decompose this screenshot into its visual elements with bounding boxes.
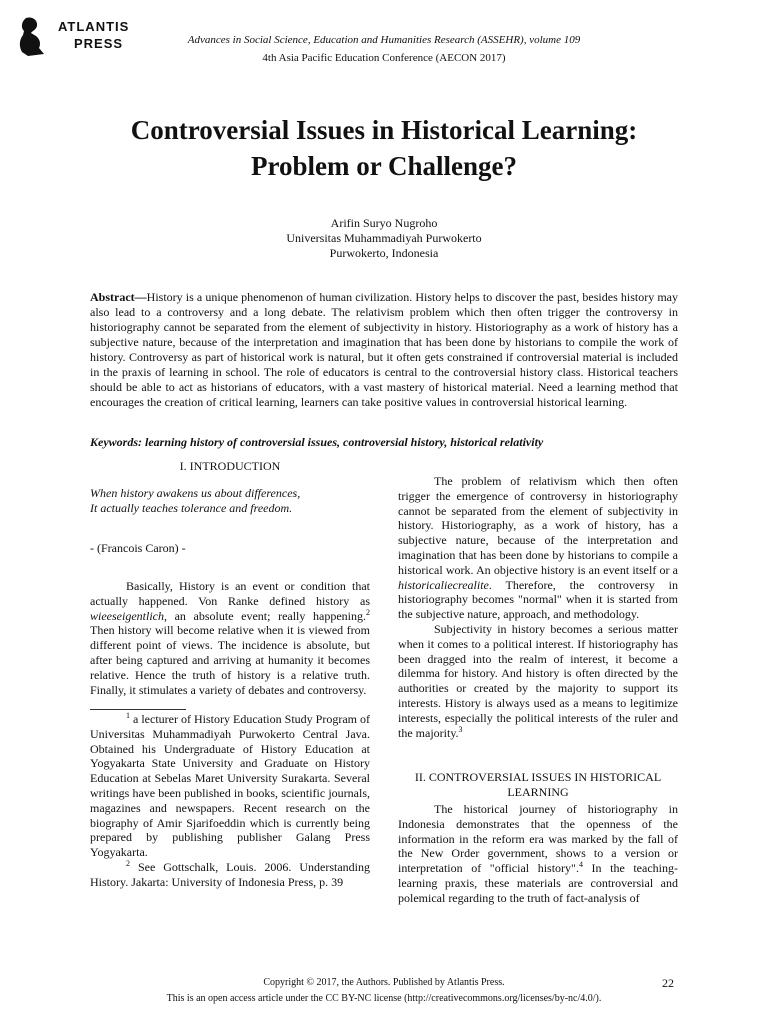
- section-controversial-title: [398, 770, 678, 800]
- epigraph-line1: When history awakens us about differences,: [90, 486, 301, 500]
- journal-header: Advances in Social Science, Education and Humanities Research (ASSEHR), volume 109: [187, 34, 581, 46]
- author-location: Purwokerto, Indonesia: [329, 246, 439, 260]
- page-number: 22: [662, 976, 674, 990]
- title-line1: Controversial Issues in Historical Learning:: [130, 115, 638, 145]
- text-run: The historical journey of historiography in Indonesia demonstrates that the openness of the information in the reform era was marked by the fall of the New Order government, shows to a version or interpretation of "official history".: [398, 802, 678, 876]
- logo-line2: PRESS: [74, 36, 124, 51]
- abstract-text: History is a unique phenomenon of human civilization. History helps to discover the past, besides history may also lead to a controversy and a long debate. The relativism problem which then often trigger the controversy in historiography cannot be separated from the element of subjectivity in history. Historiography as a work of history has a subjective nature, because of the interpretation and imagination that has been done by historians to compile the work of history. Controversy as part of historical work is natural, but it often gets constrained if controversial material is included in the praxis of learning in school. The role of educators is central to the controversial history class. Historical teachers should be able to act as historians of educators, with a vast mastery of historical material. Need a learning method that encourages the creation of critical learning, learners can take positive values in controversial historical learning.: [90, 290, 678, 409]
- footnote-ref: 4: [578, 860, 583, 870]
- author-affiliation: Universitas Muhammadiyah Purwokerto: [286, 231, 482, 245]
- copyright-line: Copyright © 2017, the Authors. Published by Atlantis Press.: [263, 977, 505, 988]
- abstract-label: Abstract—: [90, 290, 147, 304]
- paper-title: [60, 112, 708, 184]
- title-line2: Problem or Challenge?: [251, 151, 517, 181]
- footnote-number: 1: [126, 711, 130, 720]
- italic-term: historicaliecrealite: [398, 577, 489, 592]
- footnote-2: See Gottschalk, Louis. 2006. Understanding History. Jakarta: University of Indonesia Press, p. 39: [90, 859, 370, 889]
- section-title-line2: LEARNING: [507, 785, 569, 799]
- italic-term: wieeseigentlich: [90, 608, 164, 623]
- footnotes: [90, 712, 370, 890]
- text-run: The problem of relativism which then often trigger the emergence of controversy in historiography cannot be separated from the element of subjectivity in history. Historiography, as a work of history, has a subjective nature, because of the interpretation and imagination that has been done by historians to compile a historical work. An objective history is an event itself or a: [398, 474, 678, 577]
- footnote-ref: 2: [366, 607, 370, 617]
- epigraph: [90, 486, 370, 516]
- right-column-text: [398, 474, 678, 740]
- logo-line1: ATLANTIS: [58, 19, 130, 34]
- text-run: In the teaching-learning praxis, these materials are controversial and polemical regarding to the truth of fact-analysis of: [398, 861, 678, 905]
- keywords: Keywords: learning history of controversial issues, controversial history, historical relativity: [90, 435, 544, 449]
- footnote-divider: [90, 709, 186, 710]
- footnote-1: a lecturer of History Education Study Program of Universitas Muhammadiyah Purwokerto Central Java. Obtained his Undergraduate of History Education at Yogyakarta State University and Graduate on History Education at Sebelas Maret University Surakarta. Several writings have been published in books, scientific journals, magazines and newspapers. Recent research on the biography of Amir Sjarifoeddin which is currently being prepared by publishing publisher Galang Press Yogyakarta.: [90, 712, 370, 860]
- author-block: [0, 216, 768, 261]
- epigraph-line2: It actually teaches tolerance and freedom.: [90, 501, 293, 515]
- conference-header: 4th Asia Pacific Education Conference (AECON 2017): [262, 52, 506, 64]
- abstract: [90, 290, 678, 410]
- section-introduction-title: I. INTRODUCTION: [179, 459, 281, 473]
- text-run: , an absolute event; really happening.: [163, 608, 366, 623]
- intro-paragraph: [90, 579, 370, 697]
- text-run: . Therefore, the controversy in historiography becomes "normal" when it is started from the subjective nature, approach, and methodology.: [398, 577, 678, 622]
- footnote-number: 2: [126, 858, 130, 868]
- text-run: Then history will become relative when it is viewed from different point of views. The incidence is absolute, but after being captured and arriving at humanity it becomes relative. Hence the truth of history is a relative truth. Finally, it stimulates a variety of debates and controversy.: [90, 623, 370, 697]
- footnote-ref: 3: [458, 724, 463, 734]
- license-line: This is an open access article under the CC BY-NC license (http://creativecommons.org/licenses/by-nc/4.0/).: [166, 993, 602, 1004]
- text-run: Basically, History is an event or condition that actually happened. Von Ranke defined history as: [90, 579, 370, 608]
- epigraph-attribution: - (Francois Caron) -: [90, 541, 186, 555]
- section2-paragraph: [398, 802, 678, 906]
- text-run: Subjectivity in history becomes a serious matter when it comes to a political interest. If historiography has been dragged into the realm of interest, it become a dilemma for history. And history is often directed by the authorities or created by the majority to support its interests. History is always used as a means to legitimize interests, especially the political interests of the ruler and the majority.: [398, 621, 678, 740]
- author-name: Arifin Suryo Nugroho: [330, 216, 438, 230]
- section-title-line1: II. CONTROVERSIAL ISSUES IN HISTORICAL: [414, 770, 662, 784]
